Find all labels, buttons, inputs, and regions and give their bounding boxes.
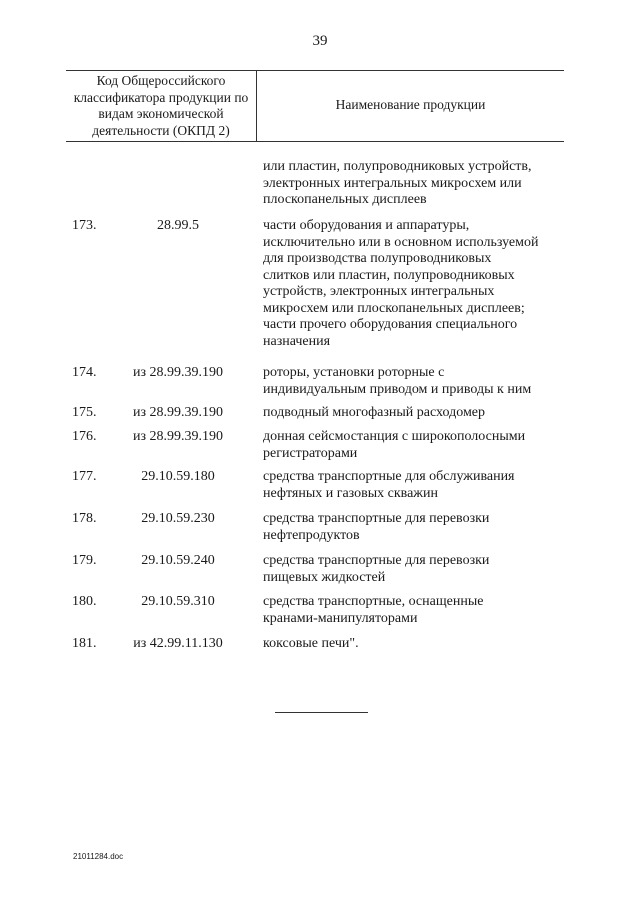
row-number: 175. (72, 405, 97, 420)
row-code: из 28.99.39.190 (132, 429, 224, 444)
end-rule (275, 712, 368, 713)
row-name: роторы, установки роторные с индивидуальным приводом и приводы к ним (263, 365, 532, 397)
row-code: 29.10.59.230 (141, 511, 215, 526)
row-code: 29.10.59.240 (141, 553, 215, 568)
row-number: 178. (72, 511, 97, 526)
page-number: 39 (312, 33, 328, 49)
row-number: 174. (72, 365, 97, 380)
row-name: средства транспортные для перевозки пищевых жидкостей (263, 553, 490, 585)
table-header-top-rule (66, 70, 564, 71)
row-code: из 28.99.39.190 (132, 365, 224, 380)
row-number: 179. (72, 553, 97, 568)
row-number: 180. (72, 594, 97, 609)
row-code: из 28.99.39.190 (132, 405, 224, 420)
row-code: 28.99.5 (157, 218, 199, 233)
row-name: средства транспортные, оснащенные кранами-манипуляторами (263, 594, 484, 626)
table-header-code: Код Общероссийского классификатора продукции по видам экономической деятельности (ОКПД 2) (73, 73, 249, 138)
row-code: 29.10.59.310 (141, 594, 215, 609)
row-name: части оборудования и аппаратуры, исключительно или в основном используемой для производства полупроводниковых слитков или пластин, полупроводниковых устройств, электронных интегральных микросхем или плоскопанельных дисплеев; части прочего оборудования специального назначения (263, 218, 539, 349)
row-name: донная сейсмостанция с широкополосными регистраторами (263, 429, 526, 461)
row-name: средства транспортные для обслуживания нефтяных и газовых скважин (263, 469, 515, 501)
row-code: из 42.99.11.130 (133, 636, 223, 651)
row-name: средства транспортные для перевозки нефтепродуктов (263, 511, 490, 543)
row-number: 173. (72, 218, 97, 233)
table-header-name: Наименование продукции (335, 97, 486, 112)
row-name: или пластин, полупроводниковых устройств, электронных интегральных микросхем или плоскопанельных дисплеев (263, 159, 532, 207)
row-number: 177. (72, 469, 97, 484)
row-number: 176. (72, 429, 97, 444)
row-name: подводный многофазный расходомер (263, 405, 486, 420)
row-number: 181. (72, 636, 97, 651)
row-name: коксовые печи". (263, 636, 359, 651)
row-code: 29.10.59.180 (141, 469, 215, 484)
table-header-bottom-rule (66, 141, 564, 142)
footer-filename: 21011284.doc (73, 852, 124, 861)
